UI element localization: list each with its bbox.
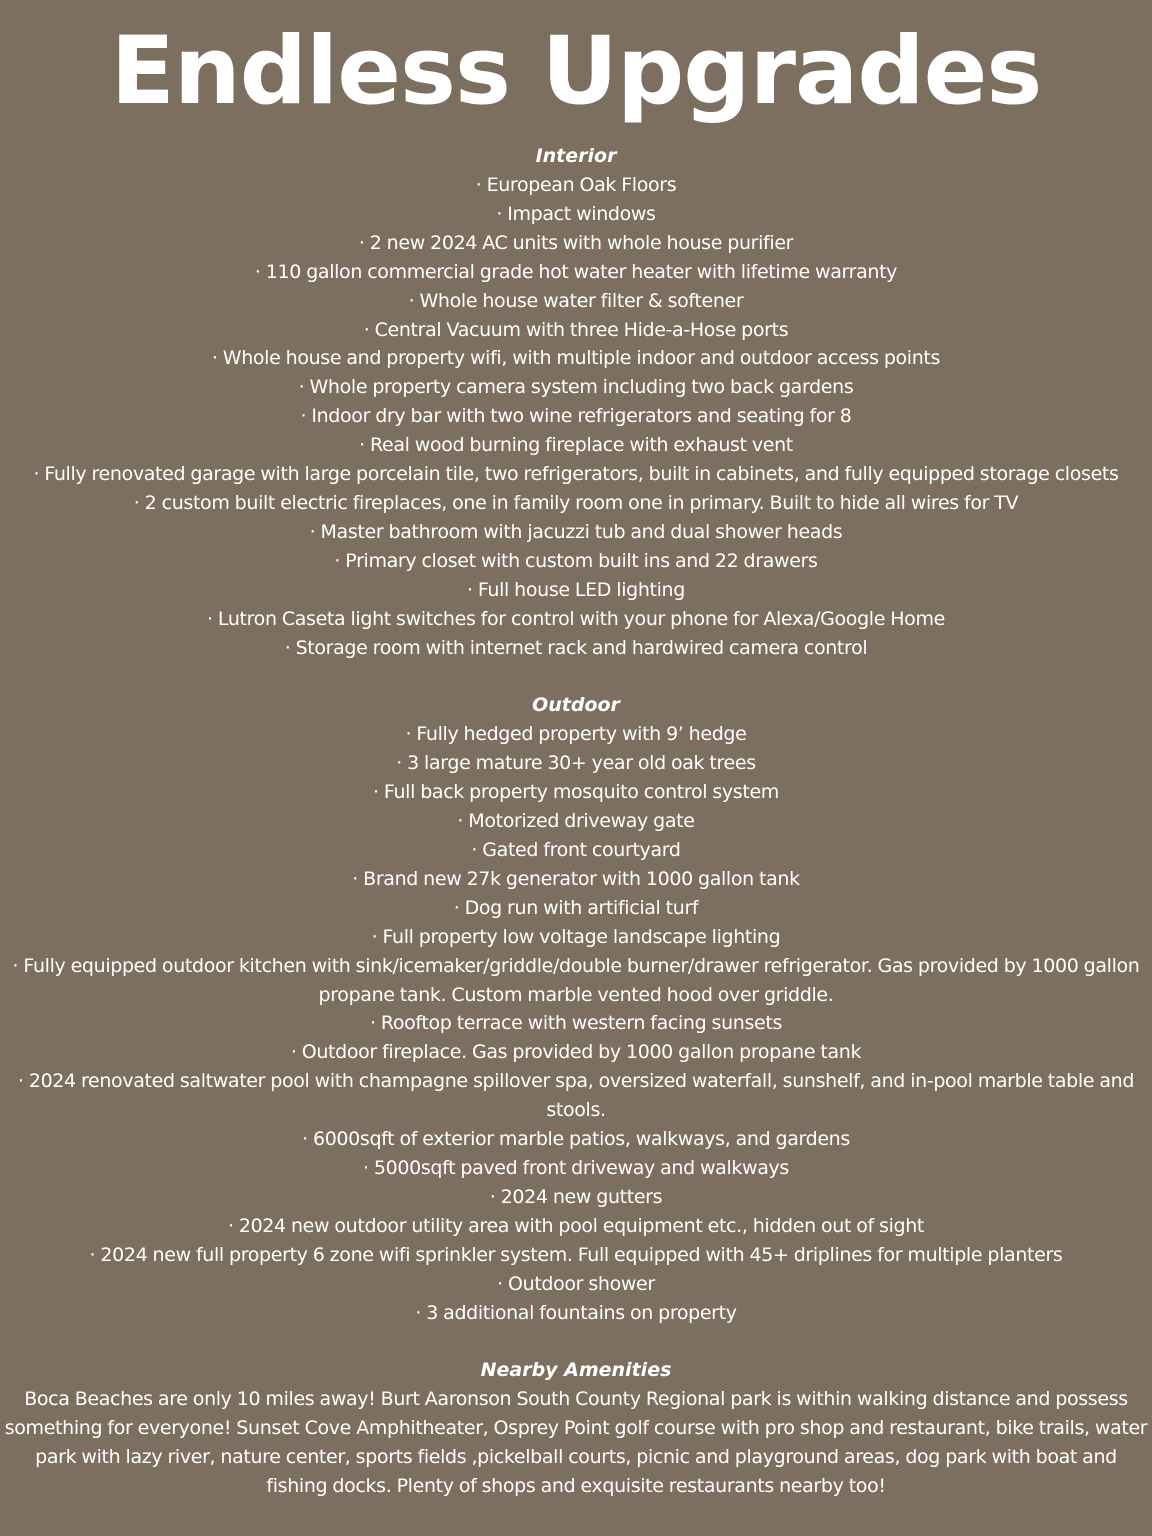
list-item: · Whole house and property wifi, with multiple indoor and outdoor access points [211, 347, 941, 370]
interior-list [0, 171, 1152, 662]
list-item: · Fully hedged property with 9’ hedge [405, 723, 747, 746]
list-item: · Real wood burning fireplace with exhaust vent [359, 434, 793, 457]
list-item: · 2024 renovated saltwater pool with champagne spillover spa, oversized waterfall, sunshelf, and in-pool marble table and stools. [17, 1070, 1135, 1122]
interior-section [0, 142, 1152, 662]
outdoor-list [0, 720, 1152, 1327]
outdoor-heading: Outdoor [532, 694, 620, 717]
list-item: · Whole property camera system including two back gardens [298, 376, 854, 399]
list-item: · Impact windows [496, 202, 656, 225]
list-item: · Master bathroom with jacuzzi tub and dual shower heads [309, 520, 843, 543]
list-item: · Full property low voltage landscape lighting [371, 925, 781, 948]
list-item: · 3 additional fountains on property [415, 1301, 737, 1324]
page-title: Endless Upgrades [110, 17, 1042, 126]
list-item: · Rooftop terrace with western facing sunsets [370, 1012, 782, 1035]
outdoor-section [0, 691, 1152, 1327]
list-item: · Central Vacuum with three Hide-a-Hose ports [363, 318, 789, 341]
nearby-amenities-text: Boca Beaches are only 10 miles away! Burt Aaronson South County Regional park is within walking distance and possess something for everyone! Sunset Cove Amphitheater, Osprey Point golf course with pro shop and restaurant, bike trails, water park with lazy river, nature center, sports fields ,pickelball courts, picnic and playground areas, dog park with boat and fishing docks. Plenty of shops and exquisite restaurants nearby too! [4, 1388, 1148, 1498]
list-item: · Dog run with artificial turf [453, 896, 699, 919]
list-item: · Outdoor fireplace. Gas provided by 1000 gallon propane tank [290, 1041, 862, 1064]
nearby-amenities-heading: Nearby Amenities [480, 1359, 672, 1382]
interior-heading: Interior [535, 145, 617, 167]
list-item: · Full back property mosquito control system [373, 781, 779, 804]
list-item: · Fully renovated garage with large porcelain tile, two refrigerators, built in cabinets, and fully equipped storage closets [33, 463, 1119, 486]
list-item: · Indoor dry bar with two wine refrigerators and seating for 8 [300, 405, 852, 428]
list-item: · Brand new 27k generator with 1000 gallon tank [352, 867, 800, 890]
list-item: · 110 gallon commercial grade hot water heater with lifetime warranty [254, 260, 898, 283]
list-item: · Gated front courtyard [471, 839, 681, 862]
list-item: · Lutron Caseta light switches for control with your phone for Alexa/Google Home [207, 607, 945, 630]
list-item: · Whole house water filter & softener [408, 289, 744, 312]
list-item: · 5000sqft paved front driveway and walkways [363, 1157, 789, 1179]
list-item: · Full house LED lighting [467, 578, 685, 601]
list-item: · 2 custom built electric fireplaces, one in family room one in primary. Built to hide all wires for TV [133, 491, 1019, 514]
list-item: · Outdoor shower [497, 1272, 655, 1295]
list-item: · Motorized driveway gate [457, 810, 695, 833]
list-item: · 2024 new gutters [489, 1185, 663, 1208]
list-item: · European Oak Floors [475, 174, 677, 196]
list-item: · Primary closet with custom built ins and 22 drawers [334, 549, 818, 572]
list-item: · 2024 new outdoor utility area with pool equipment etc., hidden out of sight [227, 1214, 925, 1237]
list-item: · 2024 new full property 6 zone wifi sprinkler system. Full equipped with 45+ driplines for multiple planters [89, 1243, 1063, 1266]
list-item: · 2 new 2024 AC units with whole house purifier [358, 231, 794, 254]
nearby-amenities-section [0, 1356, 1152, 1501]
list-item: · 3 large mature 30+ year old oak trees [396, 752, 756, 775]
list-item: · 6000sqft of exterior marble patios, walkways, and gardens [302, 1128, 850, 1151]
list-item: · Fully equipped outdoor kitchen with sink/icemaker/griddle/double burner/drawer refrigerator. Gas provided by 1000 gallon propane tank. Custom marble vented hood over griddle. [12, 954, 1140, 1006]
list-item: · Storage room with internet rack and hardwired camera control [284, 636, 868, 659]
